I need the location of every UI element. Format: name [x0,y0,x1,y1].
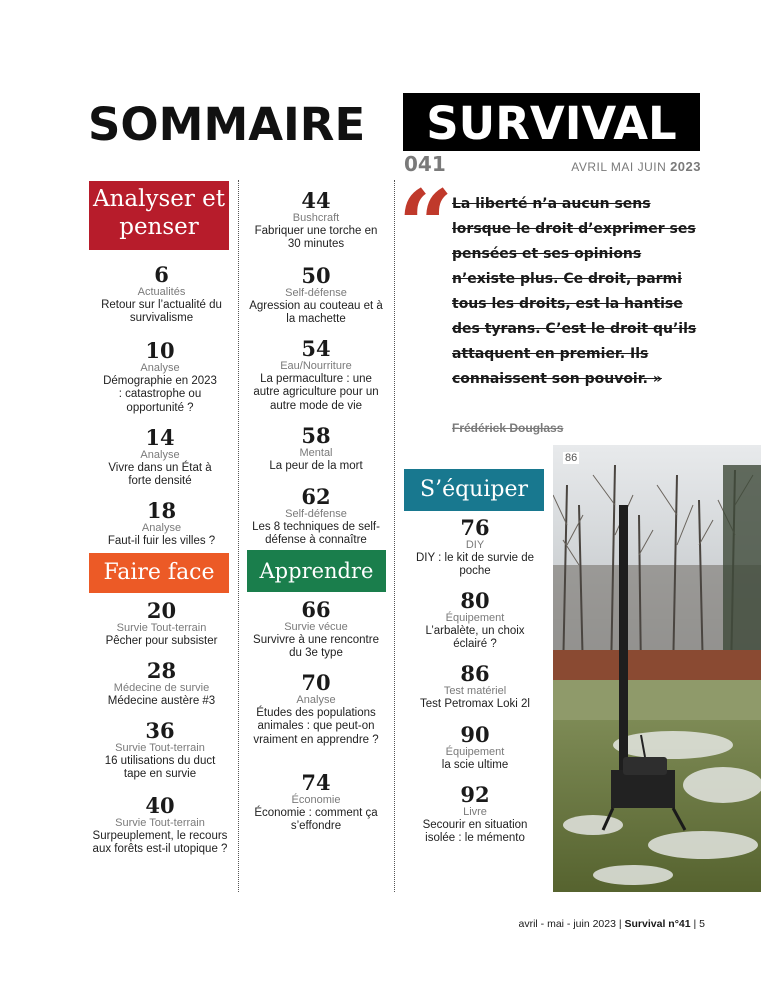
page-number: 18 [146,498,177,523]
toc-entry[interactable] [95,720,225,782]
section-analyser-et-penser[interactable] [89,181,229,250]
category: Actualités [137,286,186,299]
title: Études des populations animales : que peut-on vraiment en apprendre ? [253,706,379,747]
category: Analyse [141,522,182,535]
page-number: 80 [460,588,490,613]
page-number: 40 [145,793,175,818]
page-number: 66 [301,597,331,622]
toc-entry[interactable] [100,427,220,489]
toc-entry[interactable] [412,590,538,652]
title: Secourir en situation isolée : le mémento [422,818,528,845]
toc-entry[interactable] [406,663,544,711]
page-number: 86 [460,661,490,686]
section-label: Faire face [103,560,215,585]
toc-entry[interactable] [89,500,234,548]
page-number: 58 [301,423,331,448]
title: Agression au couteau et à la machette [249,299,383,326]
toc-entry[interactable] [248,190,384,252]
page-number: 62 [301,484,331,509]
title: Médecine austère #3 [107,694,216,707]
section-label: S’équiper [420,477,528,502]
footer-page: | 5 [690,918,705,930]
toc-entry[interactable] [245,772,387,834]
toc-entry[interactable] [406,724,544,772]
category: Analyse [140,362,180,375]
page-number: 36 [145,718,175,743]
title: Test Petromax Loki 2l [420,697,530,710]
column-divider-1 [238,180,239,892]
page-number: 54 [301,336,331,361]
toc-entry[interactable] [245,486,387,548]
category: Eau/Nourriture [280,360,352,373]
page-number: 76 [460,515,490,540]
title: Économie : comment ça s’effondre [254,806,378,833]
category: Mental [299,447,333,460]
category: Test matériel [443,685,507,698]
title: Pêcher pour subsister [105,634,218,647]
title: 16 utilisations du duct tape en survie [104,754,216,781]
photo-page-number: 86 [565,452,578,464]
title: Retour sur l’actualité du survivalisme [101,298,222,325]
quote-author: Frédérick Douglass [452,421,564,435]
category: Survie vécue [284,621,348,634]
toc-entry[interactable] [406,784,544,846]
toc-entry[interactable] [89,600,234,648]
category: Économie [291,794,341,807]
toc-entry[interactable] [89,264,234,326]
page-number: 74 [301,770,331,795]
quote-mark-icon: “ [398,169,454,282]
issue-months: AVRIL MAI JUIN [571,160,671,174]
page-number: 70 [301,670,331,695]
section-faire-face[interactable] [89,553,229,593]
category: DIY [465,539,485,552]
toc-entry[interactable] [245,265,387,327]
page-footer [519,918,706,930]
page-number: 50 [301,263,331,288]
toc-entry[interactable] [89,660,234,708]
title: Vivre dans un État à forte densité [108,461,212,488]
footer-date: avril - mai - juin 2023 | [518,918,625,930]
issue-number: 041 [404,152,446,176]
section-label: Analyser et penser [92,186,226,240]
cover-photo-stove-in-forest[interactable] [553,445,761,892]
section-s-equiper[interactable] [404,469,544,511]
title: Fabriquer une torche en 30 minutes [254,224,378,251]
category: Survie Tout-terrain [116,622,207,635]
issue-date [571,159,701,174]
page-number: 28 [146,658,177,683]
category: Équipement [445,746,505,759]
toc-entry[interactable] [248,338,384,414]
toc-entry[interactable] [100,340,220,416]
title: L’arbalète, un choix éclairé ? [425,624,525,651]
section-label: Apprendre [259,559,374,583]
category: Livre [463,806,487,819]
category: Survie Tout-terrain [115,742,205,755]
title: Survivre à une rencontre du 3e type [253,633,379,660]
toc-entry[interactable] [92,795,228,857]
page-number: 6 [154,262,169,287]
category: Médecine de survie [113,682,210,695]
title: DIY : le kit de survie de poche [415,551,535,578]
title: Les 8 techniques de self-défense à connaître [252,520,380,547]
page-number: 20 [146,598,177,623]
category: Analyse [296,694,336,707]
title: la scie ultime [441,758,509,771]
page-number: 44 [301,188,331,213]
category: Analyse [140,449,180,462]
page-number: 90 [460,722,490,747]
page-number: 14 [145,425,175,450]
issue-year: 2023 [670,159,701,174]
title: La peur de la mort [269,459,363,472]
footer-magazine: Survival n°41 [624,918,691,930]
title: Faut-il fuir les villes ? [107,534,216,547]
toc-entry[interactable] [245,672,387,748]
magazine-logo: SURVIVAL [403,93,700,151]
page-title: SOMMAIRE [88,98,366,151]
category: Bushcraft [292,212,340,225]
toc-entry[interactable] [248,425,384,473]
toc-entry[interactable] [248,599,384,661]
category: Self-défense [285,287,347,300]
photo-illustration [553,445,761,892]
section-apprendre[interactable] [247,550,386,592]
toc-entry[interactable] [406,517,544,579]
category: Équipement [445,612,505,625]
title: Surpeuplement, le recours aux forêts est-il utopique ? [92,829,228,856]
quote-text: La liberté n’a aucun sens lorsque le droit d’exprimer ses pensées et ses opinions n’existe plus. Ce droit, parmi tous les droits, est la hantise des tyrans. C’est le droit qu’ils attaquent en premier. Ils connaissent son pouvoir. » [452,196,697,387]
title: La permaculture : une autre agriculture pour un autre mode de vie [253,372,379,413]
page-number: 92 [460,782,490,807]
category: Self-défense [285,508,347,521]
category: Survie Tout-terrain [115,817,205,830]
column-divider-2 [394,180,395,892]
title: Démographie en 2023 : catastrophe ou opportunité ? [103,374,217,415]
page-number: 10 [145,338,175,363]
